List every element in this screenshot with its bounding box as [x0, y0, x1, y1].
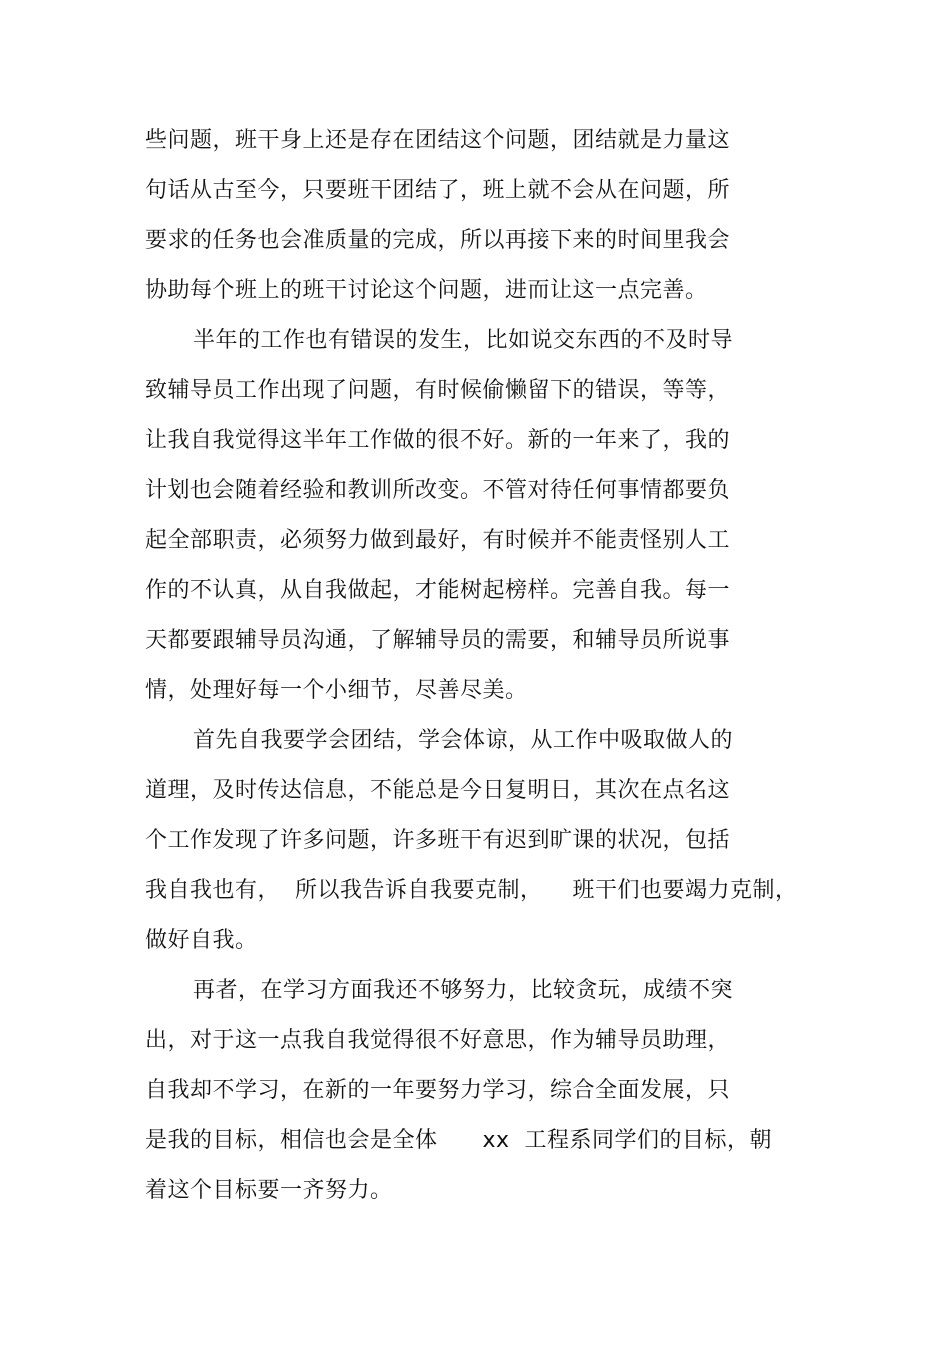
text-line: 我自我也有， 所以我告诉自我要克制， 班干们也要竭力克制，: [145, 878, 798, 903]
text-line: 是我的目标，相信也会是全体 xx 工程系同学们的目标，朝: [145, 1128, 772, 1153]
text-line: 起全部职责，必须努力做到最好，有时候并不能责怪别人工: [145, 528, 731, 553]
text-line: 致辅导员工作出现了问题，有时候偷懒留下的错误，等等，: [145, 378, 731, 403]
paragraph-start-line: 再者，在学习方面我还不够努力，比较贪玩，成绩不突: [193, 978, 734, 1003]
text-line: 计划也会随着经验和教训所改变。不管对待任何事情都要负: [145, 478, 731, 503]
text-line: 些问题，班干身上还是存在团结这个问题，团结就是力量这: [145, 128, 731, 153]
text-line: 情，处理好每一个小细节，尽善尽美。: [145, 678, 528, 703]
paragraph-start-line: 首先自我要学会团结，学会体谅，从工作中吸取做人的: [193, 728, 734, 753]
text-line: 做好自我。: [145, 928, 258, 953]
text-line: 天都要跟辅导员沟通，了解辅导员的需要，和辅导员所说事: [145, 628, 731, 653]
text-line: 句话从古至今，只要班干团结了，班上就不会从在问题，所: [145, 178, 731, 203]
text-line: 让我自我觉得这半年工作做的很不好。新的一年来了，我的: [145, 428, 731, 453]
body-text: [145, 116, 805, 1216]
text-line: 要求的任务也会准质量的完成，所以再接下来的时间里我会: [145, 228, 731, 253]
paragraph-start-line: 半年的工作也有错误的发生，比如说交东西的不及时导: [193, 328, 734, 353]
text-line: 协助每个班上的班干讨论这个问题，进而让这一点完善。: [145, 278, 708, 303]
text-line: 作的不认真，从自我做起，才能树起榜样。完善自我。每一: [145, 578, 731, 603]
text-line: 道理，及时传达信息，不能总是今日复明日，其次在点名这: [145, 778, 731, 803]
text-line: 出，对于这一点我自我觉得很不好意思，作为辅导员助理，: [145, 1028, 731, 1053]
text-line: 着这个目标要一齐努力。: [145, 1178, 393, 1203]
text-line: 个工作发现了许多问题，许多班干有迟到旷课的状况，包括: [145, 828, 731, 853]
text-line: 自我却不学习，在新的一年要努力学习，综合全面发展，只: [145, 1078, 731, 1103]
